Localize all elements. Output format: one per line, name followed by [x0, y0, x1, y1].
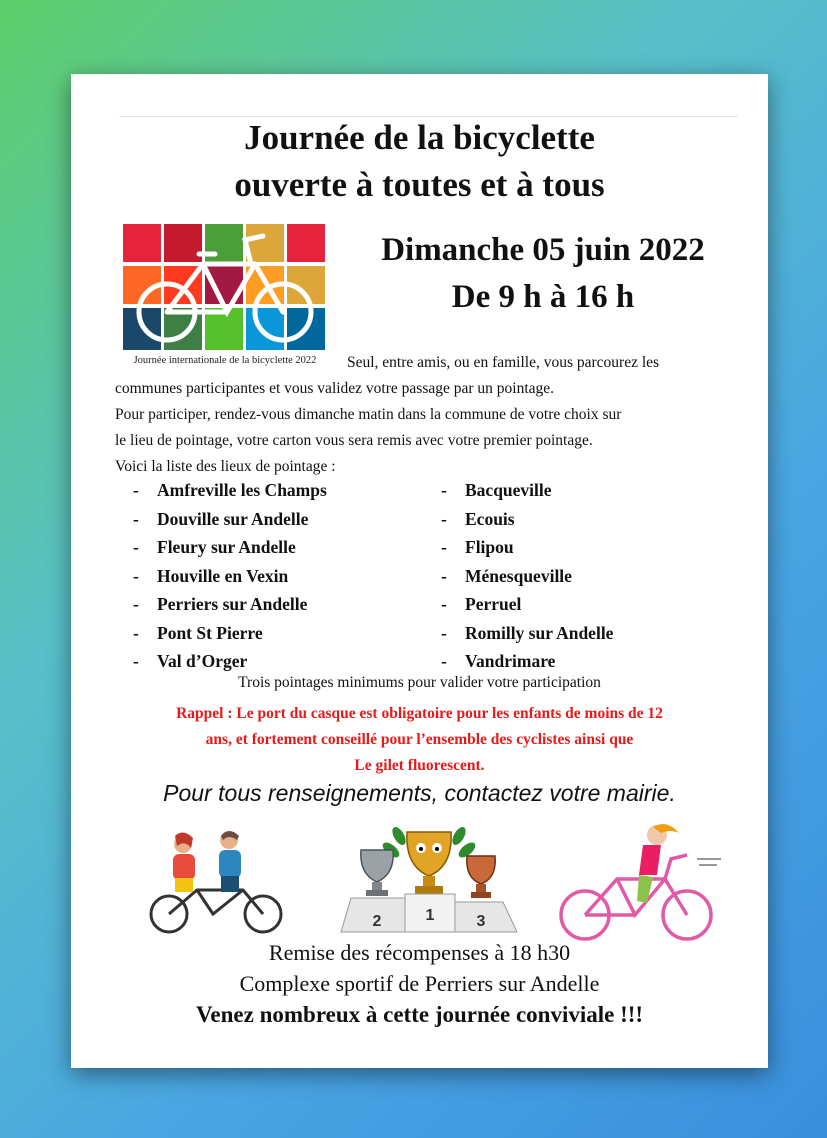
list-item: - Perruel: [441, 590, 613, 619]
helmet-reminder: [111, 701, 728, 779]
locations-right-column: [441, 476, 613, 676]
intro-line-4: le lieu de pointage, votre carton vous sera remis avec votre premier pointage.: [115, 432, 593, 449]
list-dash: -: [441, 622, 447, 643]
awards-time: Remise des récompenses à 18 h30: [268, 940, 571, 965]
flyer-title: [71, 114, 768, 208]
intro-line-3: Pour participer, rendez-vous dimanche matin dans la commune de votre choix sur: [115, 406, 622, 423]
list-dash: -: [441, 565, 447, 586]
list-dash: -: [133, 622, 139, 643]
list-dash: -: [441, 537, 447, 557]
event-date: [333, 227, 753, 321]
awards-venue: Complexe sportif de Perriers sur Andelle: [239, 971, 600, 996]
list-item: - Vandrimare: [441, 647, 613, 676]
bicycle-day-logo: [123, 224, 325, 350]
rappel-line-2: ans, et fortement conseillé pour l’ensemble des cyclistes ainsi que: [205, 731, 634, 748]
closing-invitation: Venez nombreux à cette journée conviviale !!!: [195, 1002, 644, 1027]
locations-left-column: [133, 476, 327, 676]
girl-on-bike-illustration: [557, 819, 727, 947]
tandem-cyclists-illustration: [145, 826, 295, 938]
list-item: - Romilly sur Andelle: [441, 619, 613, 648]
podium-number-2: 2: [372, 913, 382, 930]
date-line-2: De 9 h à 16 h: [451, 279, 635, 315]
title-line-2: ouverte à toutes et à tous: [234, 165, 605, 204]
list-dash: -: [133, 480, 139, 500]
list-item: - Flipou: [441, 533, 613, 562]
list-item: - Bacqueville: [441, 476, 613, 505]
list-item: - Amfreville les Champs: [133, 476, 327, 505]
minimum-checkpoints-note: Trois pointages minimums pour valider votre participation: [238, 674, 601, 691]
logo-caption: Journée internationale de la bicyclette 2022: [133, 355, 317, 366]
bronze-trophy-icon: [467, 856, 495, 898]
date-line-1: Dimanche 05 juin 2022: [381, 232, 705, 268]
list-dash: -: [441, 594, 447, 614]
list-dash: -: [133, 651, 139, 671]
contact-info: Pour tous renseignements, contactez votre mairie.: [163, 780, 676, 806]
intro-line-5: Voici la liste des lieux de pointage :: [115, 458, 336, 475]
rappel-line-1: Rappel : Le port du casque est obligatoire pour les enfants de moins de 12: [176, 705, 663, 722]
list-dash: -: [133, 508, 139, 529]
list-item: - Fleury sur Andelle: [133, 533, 327, 562]
list-item: - Perriers sur Andelle: [133, 590, 327, 619]
silver-trophy-icon: [361, 850, 393, 896]
list-dash: -: [133, 565, 139, 586]
intro-line-1: Seul, entre amis, ou en famille, vous parcourez les: [347, 354, 660, 371]
list-item: - Houville en Vexin: [133, 562, 327, 591]
gold-trophy-icon: [407, 832, 451, 894]
podium-trophies-illustration: [321, 814, 541, 934]
list-dash: -: [133, 594, 139, 614]
intro-text: [115, 350, 735, 480]
podium-number-3: 3: [476, 913, 486, 930]
list-dash: -: [441, 480, 447, 500]
rappel-line-3: Le gilet fluorescent.: [354, 757, 485, 774]
list-dash: -: [133, 537, 139, 557]
list-item: - Douville sur Andelle: [133, 505, 327, 534]
list-item: - Ecouis: [441, 505, 613, 534]
list-dash: -: [441, 508, 447, 529]
list-item: - Val d’Orger: [133, 647, 327, 676]
list-dash: -: [441, 651, 447, 671]
awards-info: [71, 937, 768, 1030]
title-line-1: Journée de la bicyclette: [244, 118, 595, 157]
list-item: - Ménesqueville: [441, 562, 613, 591]
intro-line-2: communes participantes et vous validez votre passage par un pointage.: [115, 380, 555, 397]
flyer-page: [71, 74, 768, 1068]
list-item: - Pont St Pierre: [133, 619, 327, 648]
podium-number-1: 1: [425, 907, 435, 924]
